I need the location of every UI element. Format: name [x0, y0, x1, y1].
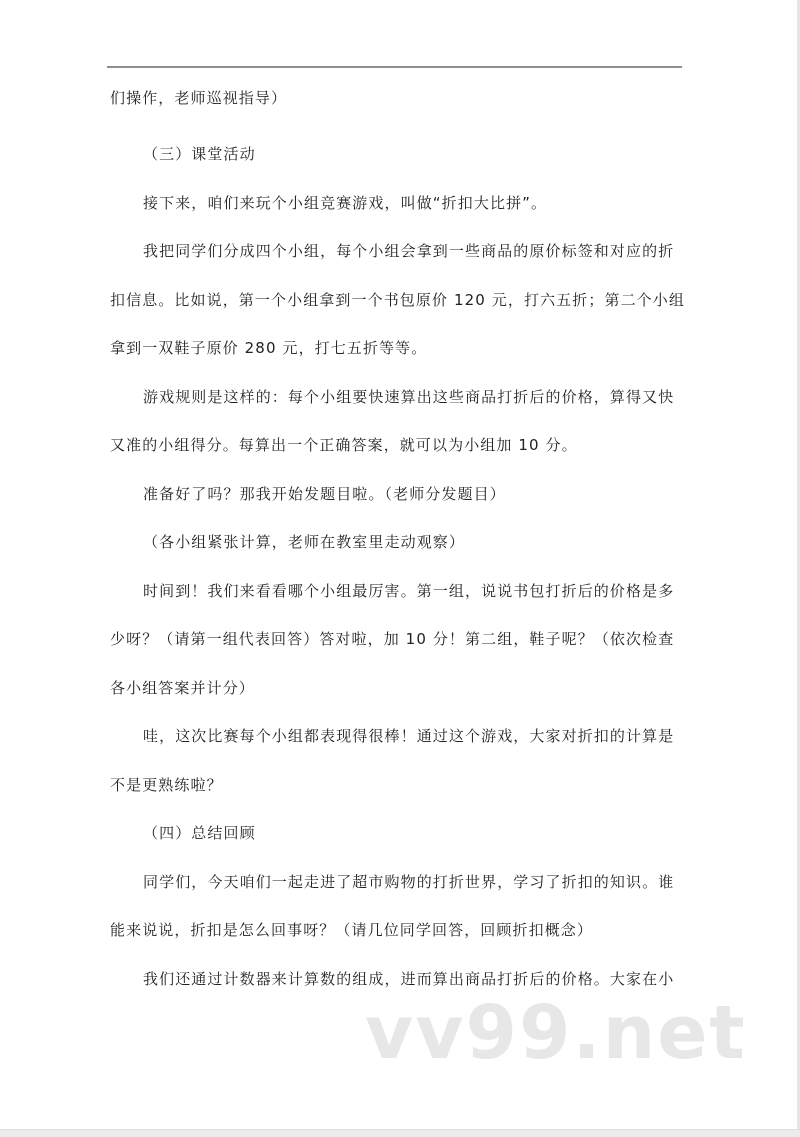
paragraph: 我们还通过计数器来计算数的组成，进而算出商品打折后的价格。大家在小: [143, 969, 675, 988]
paragraph: 哇，这次比赛每个小组都表现得很棒！通过这个游戏，大家对折扣的计算是不是更熟练啦？: [110, 727, 675, 794]
page-bottom-edge: [0, 1129, 800, 1137]
paragraph: 准备好了吗？那我开始发题目啦。（老师分发题目）: [143, 484, 506, 503]
paragraph: 游戏规则是这样的：每个小组要快速算出这些商品打折后的价格，算得又快又准的小组得分。每算出一个正确答案，就可以为小组加 10 分。: [110, 387, 675, 454]
section-heading-activity: （三）课堂活动: [143, 145, 256, 163]
site-watermark: vv99.net: [365, 990, 747, 1076]
header-rule: [107, 66, 682, 68]
paragraph: （各小组紧张计算，老师在教室里走动观察）: [143, 533, 466, 551]
paragraph: 时间到！我们来看看哪个小组最厉害。第一组，说说书包打折后的价格是多少呀？（请第一组代表回答）答对啦，加 10 分！第二组，鞋子呢？（依次检查各小组答案并计分）: [110, 581, 675, 697]
section-heading-summary: （四）总结回顾: [143, 824, 256, 842]
paragraph: 接下来，咱们来玩个小组竞赛游戏，叫做“折扣大比拼”。: [143, 193, 548, 212]
paragraph: 我把同学们分成四个小组，每个小组会拿到一些商品的原价标签和对应的折扣信息。比如说，第一个小组拿到一个书包原价 120 元，打六五折；第二个小组拿到一双鞋子原价 280 元，打七五折等等。: [110, 242, 685, 357]
document-body: [110, 78, 700, 1003]
paragraph-continuation: 们操作，老师巡视指导）: [110, 89, 288, 107]
paragraph: 同学们，今天咱们一起走进了超市购物的打折世界，学习了折扣的知识。谁能来说说，折扣是怎么回事呀？（请几位同学回答，回顾折扣概念）: [110, 872, 675, 939]
